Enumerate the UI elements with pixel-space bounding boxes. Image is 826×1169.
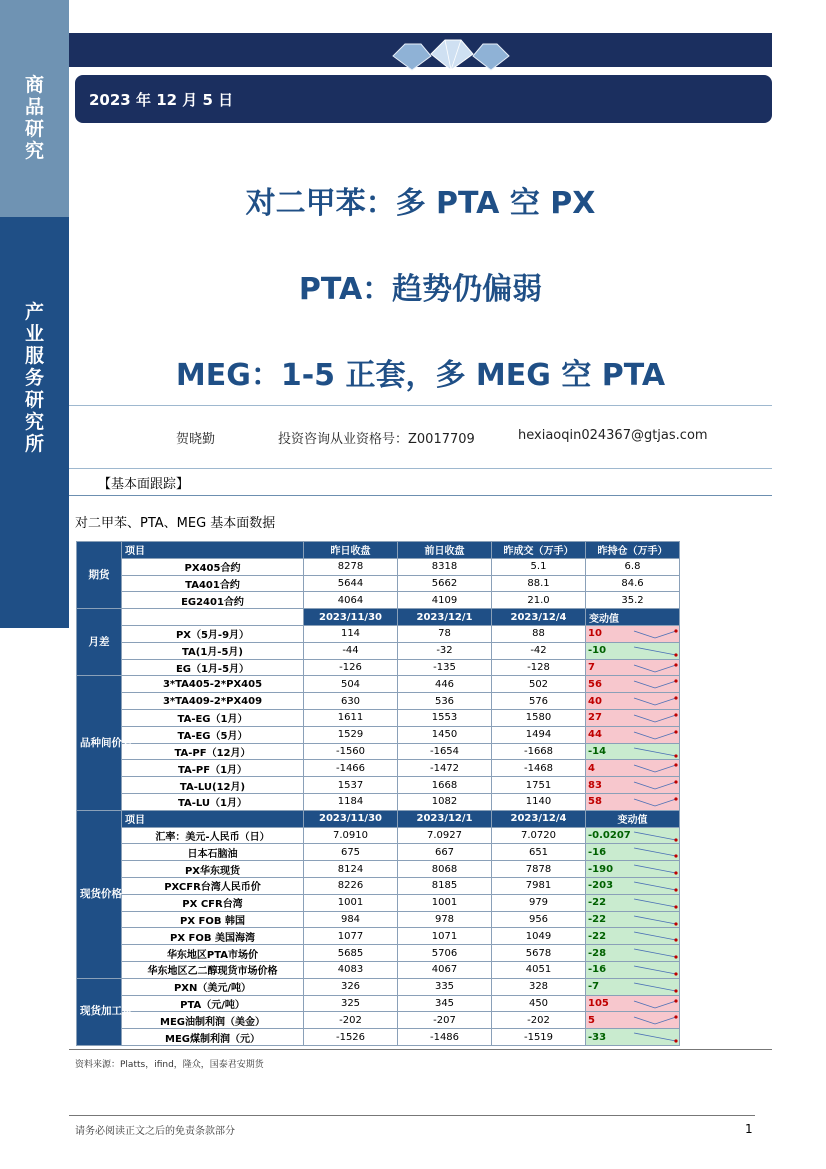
row-value: -202 [492, 1012, 586, 1029]
row-value: -1519 [492, 1029, 586, 1046]
table-row [77, 625, 680, 642]
row-value: 8185 [398, 877, 492, 894]
sparkline-icon [632, 796, 678, 808]
row-value: -1472 [398, 760, 492, 777]
row-value: 5662 [398, 575, 492, 592]
header-cell: 变动值 [586, 609, 680, 626]
table-header-row [77, 542, 680, 559]
table-row [77, 827, 680, 844]
row-value: 114 [304, 625, 398, 642]
row-value: -32 [398, 642, 492, 659]
row-name: TA401合约 [122, 575, 304, 592]
row-value: 88.1 [492, 575, 586, 592]
row-value: -1466 [304, 760, 398, 777]
change-value: -33 [588, 1031, 607, 1043]
row-name: 日本石脑油 [122, 844, 304, 861]
row-value: 5.1 [492, 558, 586, 575]
row-value: 5706 [398, 945, 492, 962]
table-row [77, 777, 680, 794]
header-cell: 2023/11/30 [304, 810, 398, 827]
change-value: -190 [588, 863, 614, 875]
change-value: -22 [588, 897, 607, 909]
row-name: EG2401合约 [122, 592, 304, 609]
change-value: 105 [588, 997, 609, 1009]
row-name: TA(1月-5月) [122, 642, 304, 659]
sparkline-icon [632, 779, 678, 791]
row-value: 1450 [398, 726, 492, 743]
header-cell: 2023/12/4 [492, 609, 586, 626]
sparkline-icon [632, 830, 678, 842]
row-name: PX FOB 美国海湾 [122, 928, 304, 945]
section-label: 【基本面跟踪】 [98, 477, 190, 492]
author-email[interactable]: hexiaoqin024367@gtjas.com [518, 428, 708, 443]
row-value: -44 [304, 642, 398, 659]
change-value: 5 [588, 1014, 595, 1026]
sparkline-icon [632, 897, 678, 909]
row-value: 78 [398, 625, 492, 642]
row-name: PTA（元/吨） [122, 995, 304, 1012]
row-value: -128 [492, 659, 586, 676]
change-cell [586, 978, 680, 995]
change-cell [586, 928, 680, 945]
row-name: TA-LU（1月） [122, 793, 304, 810]
sidebar-top-label: 商 品 研 究 [24, 74, 44, 162]
table-row [77, 709, 680, 726]
sparkline-icon [632, 645, 678, 657]
row-name: PX华东现货 [122, 861, 304, 878]
row-value: -135 [398, 659, 492, 676]
date-banner [75, 75, 772, 123]
sidebar-top [0, 0, 69, 217]
row-value: 1077 [304, 928, 398, 945]
change-cell [586, 861, 680, 878]
row-name: 华东地区PTA市场价 [122, 945, 304, 962]
header-band [69, 33, 772, 67]
diamond-logo-icon [391, 38, 511, 70]
row-value: 667 [398, 844, 492, 861]
data-source: 资料来源：Platts，ifind，隆众，国泰君安期货 [75, 1060, 264, 1070]
sparkline-icon [632, 1031, 678, 1043]
row-value: 1537 [304, 777, 398, 794]
table-row [77, 894, 680, 911]
divider-top [69, 405, 772, 406]
row-name: PX405合约 [122, 558, 304, 575]
row-name: PXCFR台湾人民币价 [122, 877, 304, 894]
row-value: 21.0 [492, 592, 586, 609]
row-value: 450 [492, 995, 586, 1012]
row-value: 35.2 [586, 592, 680, 609]
change-cell [586, 693, 680, 710]
row-value: 7.0927 [398, 827, 492, 844]
row-value: 7981 [492, 877, 586, 894]
row-value: -1654 [398, 743, 492, 760]
row-value: 8278 [304, 558, 398, 575]
row-value: -202 [304, 1012, 398, 1029]
row-name: TA-PF（1月） [122, 760, 304, 777]
table-row [77, 642, 680, 659]
author-name: 贺晓勤 [176, 432, 216, 447]
sidebar-bottom-label: 产 业 服 务 研 究 所 [24, 301, 44, 455]
row-value: 978 [398, 911, 492, 928]
row-value: 7.0720 [492, 827, 586, 844]
table-row [77, 945, 680, 962]
row-name: 3*TA405-2*PX405 [122, 676, 304, 693]
row-value: -207 [398, 1012, 492, 1029]
row-value: -1468 [492, 760, 586, 777]
table-row [77, 928, 680, 945]
change-value: 56 [588, 678, 602, 690]
change-value: 40 [588, 695, 602, 707]
table-row [77, 743, 680, 760]
header-cell: 项目 [122, 542, 304, 559]
category-cell: 月差 [77, 609, 122, 676]
row-value: 1082 [398, 793, 492, 810]
row-value: 328 [492, 978, 586, 995]
table-row [77, 760, 680, 777]
header-cell: 2023/12/1 [398, 810, 492, 827]
sparkline-icon [632, 880, 678, 892]
row-value: 326 [304, 978, 398, 995]
row-value: 536 [398, 693, 492, 710]
table-row [77, 877, 680, 894]
sparkline-icon [632, 762, 678, 774]
row-value: 1494 [492, 726, 586, 743]
table-header-row [77, 810, 680, 827]
header-cell: 项目 [122, 810, 304, 827]
change-cell [586, 793, 680, 810]
change-value: 44 [588, 729, 602, 741]
change-value: -22 [588, 930, 607, 942]
row-value: -126 [304, 659, 398, 676]
row-value: 8068 [398, 861, 492, 878]
disclaimer: 请务必阅读正文之后的免责条款部分 [75, 1126, 235, 1137]
change-value: -14 [588, 745, 607, 757]
row-value: -1560 [304, 743, 398, 760]
row-name: TA-EG（5月） [122, 726, 304, 743]
change-value: 7 [588, 661, 595, 673]
row-value: 325 [304, 995, 398, 1012]
change-cell [586, 760, 680, 777]
row-value: 8318 [398, 558, 492, 575]
change-value: -16 [588, 964, 607, 976]
row-value: 1611 [304, 709, 398, 726]
row-name: 华东地区乙二醇现货市场价格 [122, 961, 304, 978]
row-value: 7.0910 [304, 827, 398, 844]
table-row [77, 575, 680, 592]
table-caption: 对二甲苯、PTA、MEG 基本面数据 [75, 516, 276, 531]
row-value: 984 [304, 911, 398, 928]
row-value: 1751 [492, 777, 586, 794]
row-value: 446 [398, 676, 492, 693]
divider-source [69, 1049, 772, 1050]
table-row [77, 793, 680, 810]
row-value: -1526 [304, 1029, 398, 1046]
change-value: -203 [588, 880, 614, 892]
header-cell: 2023/12/4 [492, 810, 586, 827]
change-cell [586, 945, 680, 962]
author-license: 投资咨询从业资格号：Z0017709 [278, 432, 475, 447]
row-value: 956 [492, 911, 586, 928]
divider-author [69, 468, 772, 469]
row-value: 88 [492, 625, 586, 642]
table-row [77, 861, 680, 878]
title-px: 对二甲苯：多 PTA 空 PX [245, 186, 596, 221]
report-date: 2023 年 12 月 5 日 [89, 91, 234, 109]
change-cell [586, 827, 680, 844]
sparkline-icon [632, 863, 678, 875]
change-cell [586, 743, 680, 760]
sparkline-icon [632, 981, 678, 993]
row-value: 979 [492, 894, 586, 911]
sparkline-icon [632, 998, 678, 1010]
header-cell: 昨持仓（万手） [586, 542, 680, 559]
change-value: 83 [588, 779, 602, 791]
change-cell [586, 726, 680, 743]
row-value: 4109 [398, 592, 492, 609]
header-cell: 昨成交（万手） [492, 542, 586, 559]
row-name: PX CFR台湾 [122, 894, 304, 911]
change-cell [586, 709, 680, 726]
sparkline-icon [632, 846, 678, 858]
row-value: 84.6 [586, 575, 680, 592]
table-row [77, 961, 680, 978]
sparkline-icon [632, 678, 678, 690]
header-cell: 昨日收盘 [304, 542, 398, 559]
table-row [77, 978, 680, 995]
row-value: -1668 [492, 743, 586, 760]
sidebar-bottom [0, 217, 69, 628]
table-row [77, 995, 680, 1012]
table-header-row [77, 609, 680, 626]
change-value: 10 [588, 628, 602, 640]
change-value: 4 [588, 762, 595, 774]
row-value: -1486 [398, 1029, 492, 1046]
change-cell [586, 659, 680, 676]
table-row [77, 1029, 680, 1046]
sparkline-icon [632, 628, 678, 640]
row-name: PX FOB 韩国 [122, 911, 304, 928]
row-value: 5644 [304, 575, 398, 592]
change-cell [586, 676, 680, 693]
table-row [77, 844, 680, 861]
change-cell [586, 777, 680, 794]
change-cell [586, 625, 680, 642]
category-cell: 现货价格 [77, 810, 122, 978]
change-value: -10 [588, 645, 607, 657]
row-value: 1668 [398, 777, 492, 794]
table-row [77, 726, 680, 743]
page-number: 1 [745, 1122, 753, 1136]
row-value: 504 [304, 676, 398, 693]
header-cell: 2023/12/1 [398, 609, 492, 626]
row-value: 675 [304, 844, 398, 861]
row-name: MEG煤制利润（元） [122, 1029, 304, 1046]
row-value: 1580 [492, 709, 586, 726]
table-row [77, 592, 680, 609]
row-name: MEG油制利润（美金） [122, 1012, 304, 1029]
row-value: 1184 [304, 793, 398, 810]
row-value: 651 [492, 844, 586, 861]
row-value: 4051 [492, 961, 586, 978]
change-cell [586, 1012, 680, 1029]
change-value: -0.0207 [588, 829, 631, 841]
row-value: 630 [304, 693, 398, 710]
sparkline-icon [632, 1014, 678, 1026]
row-value: 5685 [304, 945, 398, 962]
sparkline-icon [632, 729, 678, 741]
category-cell: 现货加工费 [77, 978, 122, 1045]
change-value: -28 [588, 947, 607, 959]
category-cell: 品种间价差 [77, 676, 122, 810]
sparkline-icon [632, 746, 678, 758]
row-name: TA-EG（1月） [122, 709, 304, 726]
row-value: 1071 [398, 928, 492, 945]
row-value: 4064 [304, 592, 398, 609]
row-value: -42 [492, 642, 586, 659]
change-cell [586, 642, 680, 659]
change-cell [586, 894, 680, 911]
title-meg: MEG：1-5 正套，多 MEG 空 PTA [175, 358, 666, 393]
table-row [77, 676, 680, 693]
row-name: 3*TA409-2*PX409 [122, 693, 304, 710]
row-value: 335 [398, 978, 492, 995]
change-value: -16 [588, 846, 607, 858]
row-value: 345 [398, 995, 492, 1012]
sparkline-icon [632, 695, 678, 707]
sparkline-icon [632, 930, 678, 942]
row-value: 502 [492, 676, 586, 693]
change-cell [586, 911, 680, 928]
sparkline-icon [632, 712, 678, 724]
table-row [77, 693, 680, 710]
change-cell [586, 844, 680, 861]
fundamentals-table [76, 541, 680, 1046]
row-value: 4083 [304, 961, 398, 978]
header-cell [122, 609, 304, 626]
row-value: 6.8 [586, 558, 680, 575]
change-cell [586, 877, 680, 894]
row-name: PXN（美元/吨） [122, 978, 304, 995]
table-row [77, 558, 680, 575]
category-cell: 期货 [77, 542, 122, 609]
row-value: 5678 [492, 945, 586, 962]
header-cell: 变动值 [586, 810, 680, 827]
sparkline-icon [632, 947, 678, 959]
row-name: 汇率：美元-人民币（日） [122, 827, 304, 844]
row-value: 4067 [398, 961, 492, 978]
row-value: 1529 [304, 726, 398, 743]
row-name: EG（1月-5月） [122, 659, 304, 676]
change-value: 27 [588, 712, 602, 724]
change-cell [586, 995, 680, 1012]
change-cell [586, 1029, 680, 1046]
row-name: PX（5月-9月） [122, 625, 304, 642]
divider-footer [69, 1115, 755, 1116]
row-name: TA-LU(12月) [122, 777, 304, 794]
sparkline-icon [632, 662, 678, 674]
row-value: 1140 [492, 793, 586, 810]
divider-section [69, 495, 772, 496]
change-value: 58 [588, 796, 602, 808]
table-row [77, 659, 680, 676]
sparkline-icon [632, 914, 678, 926]
row-value: 7878 [492, 861, 586, 878]
table-row [77, 1012, 680, 1029]
row-value: 1553 [398, 709, 492, 726]
row-value: 1001 [304, 894, 398, 911]
row-value: 1049 [492, 928, 586, 945]
row-name: TA-PF（12月） [122, 743, 304, 760]
sparkline-icon [632, 964, 678, 976]
row-value: 8124 [304, 861, 398, 878]
title-pta: PTA：趋势仍偏弱 [298, 272, 543, 307]
change-cell [586, 961, 680, 978]
table-row [77, 911, 680, 928]
row-value: 576 [492, 693, 586, 710]
change-value: -22 [588, 913, 607, 925]
change-value: -7 [588, 981, 600, 993]
row-value: 1001 [398, 894, 492, 911]
header-cell: 2023/11/30 [304, 609, 398, 626]
header-cell: 前日收盘 [398, 542, 492, 559]
row-value: 8226 [304, 877, 398, 894]
